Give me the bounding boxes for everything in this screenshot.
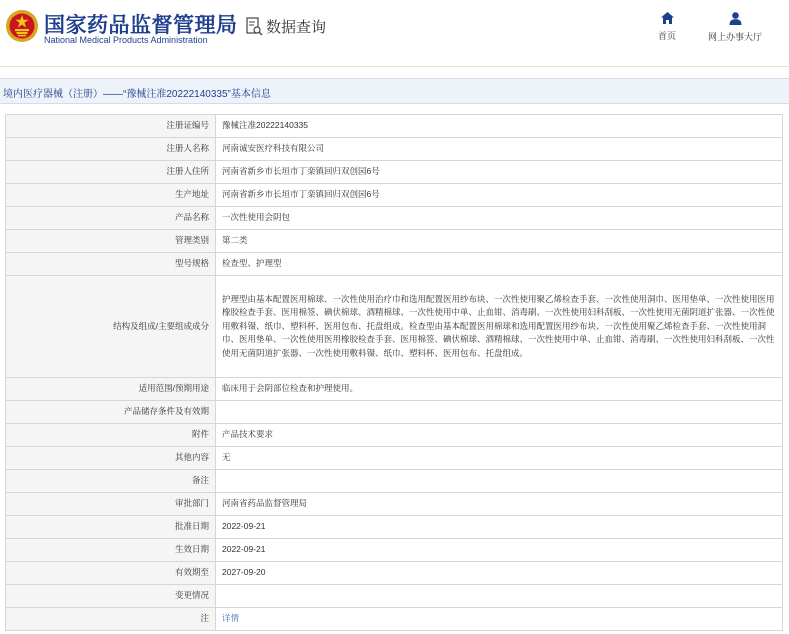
table-row [6,115,783,138]
row-label: 备注 [6,470,216,493]
table-row [6,424,783,447]
table-row [6,161,783,184]
row-label: 管理类别 [6,230,216,253]
table-row [6,401,783,424]
data-query-link[interactable] [246,16,326,37]
table-row [6,585,783,608]
record-title-bar [0,78,789,104]
row-value: 河南省药品监督管理局 [216,493,783,516]
row-label: 注 [6,608,216,631]
row-value: 河南省新乡市长垣市丁栾镇回归双创园6号 [216,161,783,184]
table-row [6,138,783,161]
record-title: 境内医疗器械（注册）——“豫械注准20222140335”基本信息 [3,89,271,100]
row-value: 第二类 [216,230,783,253]
table-row [6,447,783,470]
table-row [6,184,783,207]
row-label: 审批部门 [6,493,216,516]
nav-online-hall[interactable] [708,12,762,43]
table-row [6,230,783,253]
document-search-icon [246,17,263,36]
table-row [6,276,783,378]
nav-online-hall-label: 网上办事大厅 [708,32,763,42]
row-label: 适用范围/预期用途 [6,378,216,401]
device-info-table [5,114,783,631]
nav-home[interactable] [658,12,676,42]
table-row [6,207,783,230]
row-value: 护理型由基本配置医用棉球、一次性使用治疗巾和选用配置医用纱布块、一次性使用聚乙烯检查手套、一次性使用洞巾、医用垫单、一次性使用医用橡胶检查手套、医用棉签、碘伏棉球、酒精棉球、一次性使用中单、止血钳、消毒刷、一次性使用妇科刮板、一次性使用无菌阴道扩张器、一次性使用敷料镊、纸巾、塑料杯、医用包布、托盘组成。检查型由基本配置医用棉球和选用配置医用纱布块、一次性使用聚乙烯检查手套、一次性使用洞巾、医用垫单、一次性使用医用橡胶检查手套、医用棉签、碘伏棉球、酒精棉球、一次性使用中单、止血钳、消毒刷、一次性使用妇科刮板、一次性使用无菌阴道扩张器、一次性使用敷料镊、纸巾、塑料杯、医用包布、托盘组成。 [216,276,783,378]
user-icon [729,12,742,25]
row-label: 注册人名称 [6,138,216,161]
row-label: 附件 [6,424,216,447]
row-label: 结构及组成/主要组成成分 [6,276,216,378]
row-value: 检查型、护理型 [216,253,783,276]
national-emblem-icon[interactable] [5,9,39,43]
row-value: 临床用于会阴部位检查和护理使用。 [216,378,783,401]
row-label: 生产地址 [6,184,216,207]
row-value: 2022-09-21 [216,539,783,562]
row-value [216,470,783,493]
row-value [216,401,783,424]
site-header [0,0,789,66]
table-row [6,539,783,562]
row-value: 一次性使用会阴包 [216,207,783,230]
row-label: 批准日期 [6,516,216,539]
row-value: 豫械注准20222140335 [216,115,783,138]
row-label: 其他内容 [6,447,216,470]
home-icon [661,12,674,24]
row-value [216,585,783,608]
table-row [6,253,783,276]
row-value [216,608,783,631]
table-row [6,470,783,493]
table-row [6,378,783,401]
table-row [6,516,783,539]
row-value: 2022-09-21 [216,516,783,539]
row-label: 注册证编号 [6,115,216,138]
row-label: 注册人住所 [6,161,216,184]
row-value: 河南省新乡市长垣市丁栾镇回归双创园6号 [216,184,783,207]
data-query-label: 数据查询 [266,19,327,36]
row-label: 变更情况 [6,585,216,608]
table-row [6,608,783,631]
site-logo-en: National Medical Products Administration [44,35,208,45]
site-logo-cn[interactable]: 国家药品监督管理局 [44,14,238,37]
row-value: 2027-09-20 [216,562,783,585]
detail-link[interactable]: 详情 [222,613,240,624]
table-row [6,493,783,516]
header-divider [0,66,789,67]
row-label: 产品储存条件及有效期 [6,401,216,424]
row-value: 无 [216,447,783,470]
row-value: 产品技术要求 [216,424,783,447]
row-value: 河南诚安医疗科技有限公司 [216,138,783,161]
row-label: 生效日期 [6,539,216,562]
nav-home-label: 首页 [658,31,677,41]
row-label: 有效期至 [6,562,216,585]
row-label: 产品名称 [6,207,216,230]
table-row [6,562,783,585]
row-label: 型号规格 [6,253,216,276]
